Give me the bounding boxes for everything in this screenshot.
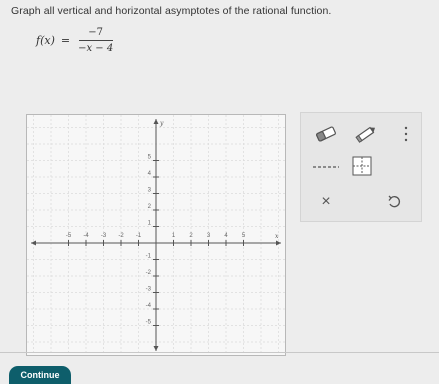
y-axis-label: y — [160, 120, 164, 127]
y-axis-arrow-down — [154, 346, 159, 351]
x-tick-label: 1 — [171, 233, 176, 239]
y-tick-label: -2 — [145, 270, 151, 276]
x-tick-label: -4 — [83, 233, 89, 239]
asymptote-grid-icon[interactable] — [351, 155, 373, 177]
y-tick-label: -3 — [145, 286, 151, 293]
y-tick-label: -5 — [145, 319, 151, 326]
graph-toolbar — [300, 112, 422, 222]
x-axis-label: x — [275, 233, 279, 240]
eraser-icon[interactable] — [313, 123, 339, 145]
x-tick-label: 3 — [206, 233, 211, 239]
footer-divider — [0, 352, 439, 353]
denominator: −x − 4 — [78, 43, 114, 54]
pencil-icon[interactable] — [353, 123, 379, 145]
x-tick-label: -2 — [118, 233, 124, 239]
equals-sign: = — [60, 34, 71, 47]
y-tick-label: -1 — [145, 253, 151, 260]
y-tick-label: 5 — [147, 154, 151, 161]
numerator: −7 — [88, 27, 104, 38]
x-tick-label: 4 — [224, 233, 228, 239]
x-tick-label: 5 — [241, 233, 246, 239]
vertical-dots-icon[interactable] — [399, 123, 413, 145]
x-tick-label: -5 — [65, 233, 72, 239]
y-tick-label: 4 — [147, 171, 151, 177]
fraction — [76, 27, 115, 54]
continue-button[interactable]: Continue — [9, 366, 71, 384]
dashed-line-icon[interactable] — [311, 157, 341, 177]
fraction-bar — [79, 40, 113, 41]
y-axis-arrow-up — [154, 119, 159, 124]
x-tick-label: 2 — [189, 233, 193, 239]
x-tick-label: -1 — [135, 233, 142, 239]
question-prompt: Graph all vertical and horizontal asymptotes of the rational function. — [11, 5, 332, 17]
y-tick-label: -4 — [145, 303, 151, 309]
function-expression — [36, 27, 115, 54]
y-tick-label: 2 — [147, 204, 151, 210]
x-tick-label: -3 — [100, 233, 107, 239]
graph-canvas[interactable] — [26, 114, 286, 356]
coordinate-grid[interactable] — [27, 115, 285, 355]
function-name: f(x) — [36, 34, 55, 47]
undo-icon[interactable] — [381, 191, 407, 213]
clear-button[interactable]: × — [321, 193, 331, 210]
y-tick-label: 1 — [147, 220, 151, 227]
y-tick-label: 3 — [147, 187, 151, 194]
